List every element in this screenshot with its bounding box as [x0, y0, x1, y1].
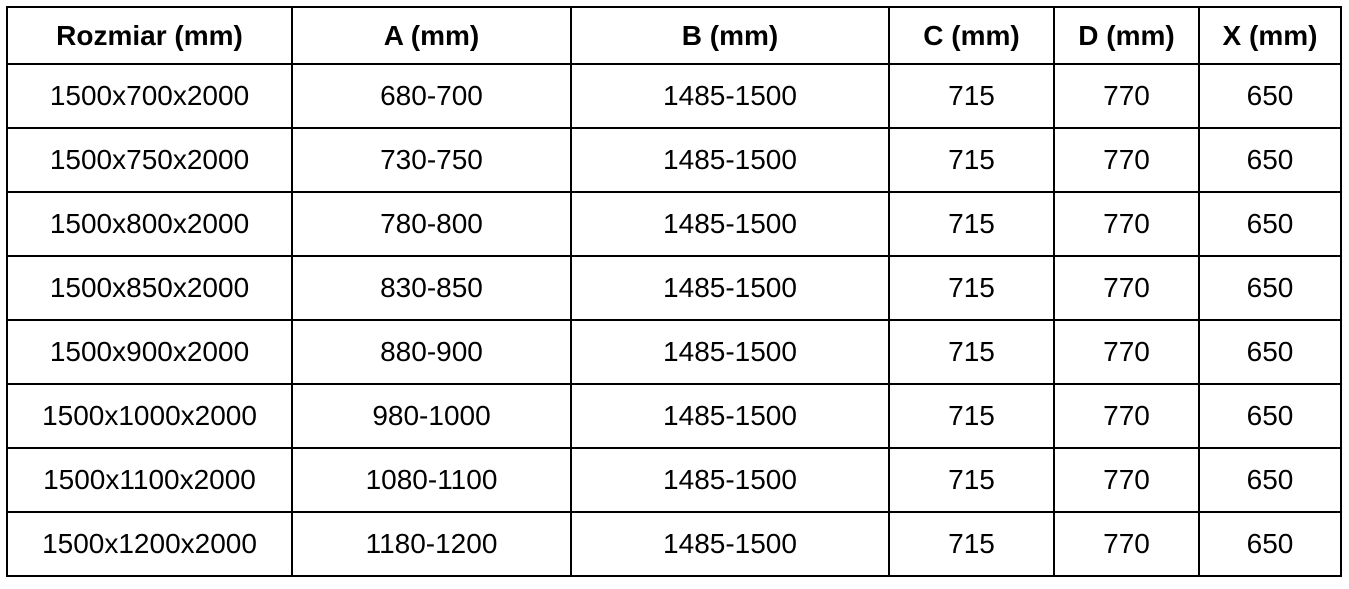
table-cell: 1485-1500: [571, 320, 889, 384]
size-spec-table: [6, 6, 1342, 577]
table-cell: 1485-1500: [571, 64, 889, 128]
table-body: [7, 64, 1341, 576]
table-cell: 650: [1199, 192, 1341, 256]
table-cell: 1485-1500: [571, 256, 889, 320]
table-header-row: [7, 7, 1341, 64]
table-row: [7, 256, 1341, 320]
table-cell: 830-850: [292, 256, 571, 320]
column-header: X (mm): [1199, 7, 1341, 64]
table-cell: 715: [889, 192, 1054, 256]
column-header: B (mm): [571, 7, 889, 64]
table-cell: 770: [1054, 448, 1199, 512]
table-cell: 770: [1054, 384, 1199, 448]
table-cell: 1500x900x2000: [7, 320, 292, 384]
column-header: Rozmiar (mm): [7, 7, 292, 64]
table-cell: 1500x750x2000: [7, 128, 292, 192]
table-cell: 1500x1000x2000: [7, 384, 292, 448]
table-cell: 715: [889, 64, 1054, 128]
table-cell: 980-1000: [292, 384, 571, 448]
table-cell: 650: [1199, 448, 1341, 512]
table-cell: 1485-1500: [571, 512, 889, 576]
table-cell: 715: [889, 448, 1054, 512]
table-cell: 770: [1054, 128, 1199, 192]
table-cell: 715: [889, 128, 1054, 192]
table-cell: 650: [1199, 128, 1341, 192]
table-cell: 680-700: [292, 64, 571, 128]
table-cell: 1180-1200: [292, 512, 571, 576]
table-cell: 880-900: [292, 320, 571, 384]
column-header: A (mm): [292, 7, 571, 64]
table-row: [7, 384, 1341, 448]
table-cell: 650: [1199, 384, 1341, 448]
table-cell: 770: [1054, 320, 1199, 384]
column-header: C (mm): [889, 7, 1054, 64]
table-cell: 770: [1054, 256, 1199, 320]
table-cell: 1500x800x2000: [7, 192, 292, 256]
table-cell: 1500x700x2000: [7, 64, 292, 128]
table-row: [7, 320, 1341, 384]
table-cell: 715: [889, 320, 1054, 384]
table-row: [7, 448, 1341, 512]
table-cell: 730-750: [292, 128, 571, 192]
table-row: [7, 64, 1341, 128]
table-cell: 1500x850x2000: [7, 256, 292, 320]
column-header: D (mm): [1054, 7, 1199, 64]
table-cell: 1500x1100x2000: [7, 448, 292, 512]
table-cell: 770: [1054, 64, 1199, 128]
table-cell: 1500x1200x2000: [7, 512, 292, 576]
table-row: [7, 512, 1341, 576]
table-cell: 770: [1054, 192, 1199, 256]
table-cell: 1485-1500: [571, 192, 889, 256]
table-cell: 1080-1100: [292, 448, 571, 512]
table-cell: 1485-1500: [571, 128, 889, 192]
table-cell: 1485-1500: [571, 384, 889, 448]
table-cell: 715: [889, 256, 1054, 320]
table-cell: 780-800: [292, 192, 571, 256]
table-cell: 650: [1199, 512, 1341, 576]
table-cell: 650: [1199, 64, 1341, 128]
table-row: [7, 192, 1341, 256]
table-row: [7, 128, 1341, 192]
table-cell: 650: [1199, 320, 1341, 384]
table-cell: 1485-1500: [571, 448, 889, 512]
table-cell: 715: [889, 384, 1054, 448]
table-cell: 770: [1054, 512, 1199, 576]
table-cell: 715: [889, 512, 1054, 576]
table-cell: 650: [1199, 256, 1341, 320]
